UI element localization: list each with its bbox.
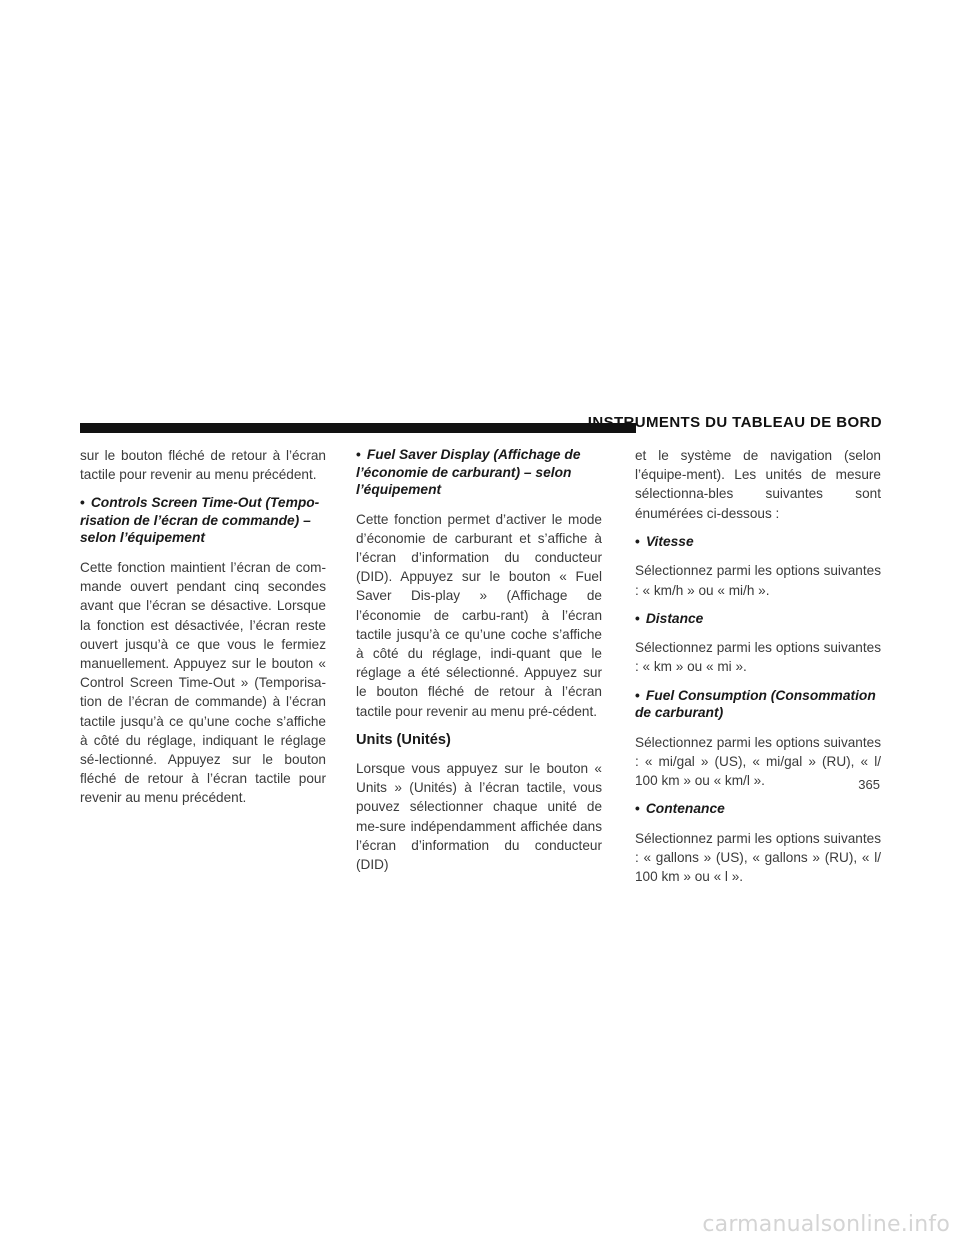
paragraph: Sélectionnez parmi les options suivantes : « mi/gal » (US), « mi/gal » (RU), « l/ 100 km » ou « km/l ». — [635, 734, 881, 789]
bullet-heading — [80, 494, 326, 547]
column-3 — [635, 446, 881, 886]
paragraph: Cette fonction permet d’activer le mode d’économie de carburant et s’affiche à l’écran d’information du conducteur (DID). Appuyez sur le bouton « Fuel Saver Dis-play » (Affichage de l’économie de carbu-rant) à l’écran tactile jusqu’à ce qu’une coche s’affiche à côté du réglage, indi-quant que le réglage a été sélectionné. Appuyez sur le bouton fléché de retour à l’écran tactile pour revenir au menu pré-cédent. — [356, 511, 602, 719]
bullet-icon: • — [635, 801, 640, 817]
paragraph: Lorsque vous appuyez sur le bouton « Units » (Unités) à l’écran tactile, vous pouvez sélectionner chaque unité de me-sure indépendamment affichée dans l’écran d’information du conducteur (DID) — [356, 760, 602, 872]
page-number: 365 — [858, 777, 880, 792]
paragraph: Sélectionnez parmi les options suivantes : « gallons » (US), « gallons » (RU), « l/ 100 km » ou « l ». — [635, 830, 881, 885]
heading-text: Controls Screen Time-Out (Tempo-risation de l’écran de commande) – selon l’équipement — [80, 495, 320, 546]
bullet-heading — [635, 687, 881, 722]
heading-text: Contenance — [645, 801, 725, 817]
bullet-icon: • — [356, 447, 361, 462]
paragraph: et le système de navigation (selon l’équipe-ment). Les unités de mesure sélectionna-bles suivantes sont énumérées ci-dessous : — [635, 448, 881, 521]
header-rule — [80, 423, 636, 433]
bullet-heading — [635, 610, 881, 628]
bullet-icon: • — [635, 533, 640, 549]
bullet-icon: • — [635, 610, 640, 626]
heading-text: Fuel Saver Display (Affichage de l’économie de carburant) – selon l’équipement — [356, 447, 581, 497]
column-2 — [356, 446, 602, 874]
section-title: INSTRUMENTS DU TABLEAU DE BORD — [587, 414, 882, 431]
heading-text: Vitesse — [645, 533, 694, 549]
heading-text: Fuel Consumption (Consommation de carburant) — [635, 687, 876, 721]
paragraph: Sélectionnez parmi les options suivantes : « km » ou « mi ». — [635, 640, 881, 675]
column-1 — [80, 446, 326, 808]
paragraph: Cette fonction maintient l’écran de com-mande ouvert pendant cinq secondes avant que l’écran se désactive. Lorsque la fonction est désactivée, l’écran reste ouvert jusqu’à ce que vous le fermiez manuellement. Appuyez sur le bouton « Control Screen Time-Out » (Temporisa-tion de l’écran de commande) à l’écran tactile jusqu’à ce qu’une coche s’affiche à côté du réglage, indiquant le réglage sé-lectionné. Appuyez sur le bouton fléché de retour à l’écran tactile pour revenir au menu précédent. — [80, 559, 326, 806]
bullet-icon: • — [80, 495, 85, 511]
bullet-heading — [635, 800, 881, 818]
bullet-icon: • — [635, 687, 640, 703]
bullet-heading — [356, 446, 602, 499]
paragraph: Sélectionnez parmi les options suivantes : « km/h » ou « mi/h ». — [635, 563, 881, 598]
bullet-heading — [635, 533, 881, 551]
subsection-heading: Units (Unités) — [356, 731, 451, 748]
heading-text: Distance — [645, 610, 704, 626]
paragraph: sur le bouton fléché de retour à l’écran tactile pour revenir au menu précédent. — [80, 448, 326, 483]
watermark: carmanualsonline.info — [702, 1212, 950, 1237]
